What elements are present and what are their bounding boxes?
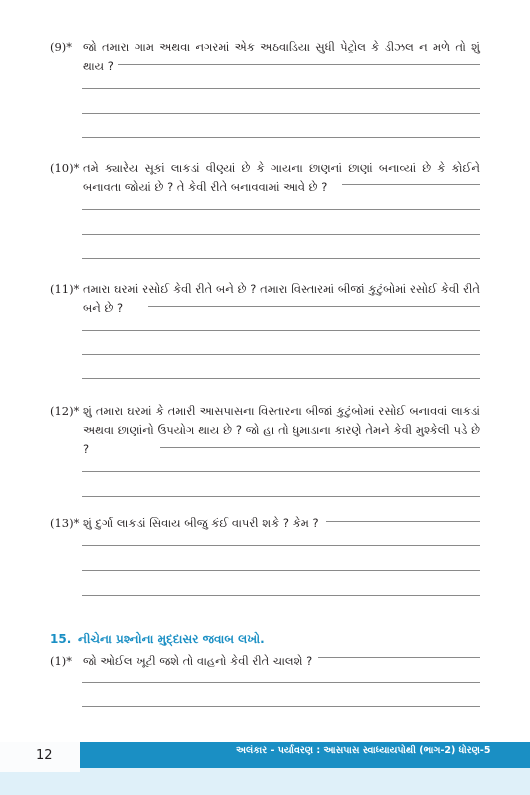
answer-line[interactable] (82, 209, 480, 210)
section-title: નીચેના પ્રશ્નોના મુદ્દાસર જવાબ લખો. (78, 632, 265, 646)
answer-line[interactable] (82, 258, 480, 259)
page-number: 12 (36, 748, 53, 763)
question-15-1 (50, 652, 480, 671)
answer-line[interactable] (82, 682, 480, 683)
answer-line[interactable] (118, 64, 480, 65)
answer-line[interactable] (82, 137, 480, 138)
question-text: તમે ક્યારેય સૂકાં લાકડાં વીણ્યાં છે કે ગાયના છાણનાં છાણાં બનાવ્યાં છે કે કોઈને બનાવતા જોયાં છે ? તે કેવી રીતે બનાવવામાં આવે છે ? (83, 161, 480, 194)
answer-line[interactable] (160, 447, 480, 448)
question-13 (50, 514, 480, 533)
section-number: 15. (50, 632, 72, 646)
answer-line[interactable] (82, 471, 480, 472)
question-number: (13)* (50, 516, 80, 530)
question-number: (10)* (50, 161, 80, 175)
question-number: (11)* (50, 282, 80, 296)
question-text: શું તમારા ઘરમાં કે તમારી આસપાસના વિસ્તારના બીજાં કુટુંબોમાં રસોઈ બનાવવાં લાકડાં અથવા છાણાંનો ઉપયોગ થાય છે ? જો હા તો ધુમાડાના કારણે તેમને કેવી મુશ્કેલી પડે છે ? (83, 404, 480, 456)
answer-line[interactable] (82, 88, 480, 89)
question-11 (50, 280, 480, 318)
answer-line[interactable] (342, 184, 480, 185)
section-heading (50, 632, 265, 647)
answer-line[interactable] (148, 306, 480, 307)
answer-line[interactable] (318, 657, 480, 658)
footer-title: અલંકાર - પર્યાવરણ : આસપાસ સ્વાધ્યાયપોથી (ભાગ-2) ધોરણ-5 (236, 745, 491, 756)
answer-line[interactable] (326, 521, 480, 522)
question-number: (1)* (50, 654, 73, 668)
question-text: જો તમારા ગામ અથવા નગરમાં એક અઠવાડિયા સુધી પેટ્રોલ કે ડીઝલ ન મળે તો શું થાય ? (83, 40, 480, 73)
answer-line[interactable] (82, 570, 480, 571)
answer-line[interactable] (82, 330, 480, 331)
answer-line[interactable] (82, 545, 480, 546)
answer-line[interactable] (82, 354, 480, 355)
question-text: શું દુર્ગા લાકડાં સિવાય બીજુ કંઈ વાપરી શકે ? કેમ ? (83, 516, 319, 530)
question-text: તમારા ઘરમાં રસોઈ કેવી રીતે બને છે ? તમારા વિસ્તારમાં બીજાં કુટુંબોમાં રસોઈ કેવી રીતે બને છે ? (83, 282, 480, 315)
question-9 (50, 38, 480, 76)
question-12 (50, 402, 480, 459)
answer-line[interactable] (82, 496, 480, 497)
question-number: (9)* (50, 40, 73, 54)
answer-line[interactable] (82, 234, 480, 235)
answer-line[interactable] (82, 706, 480, 707)
question-10 (50, 159, 480, 197)
answer-line[interactable] (82, 113, 480, 114)
question-number: (12)* (50, 404, 80, 418)
answer-line[interactable] (82, 378, 480, 379)
answer-line[interactable] (82, 595, 480, 596)
question-text: જો ઓઈલ ખૂટી જશે તો વાહનો કેવી રીતે ચાલશે ? (83, 654, 313, 668)
